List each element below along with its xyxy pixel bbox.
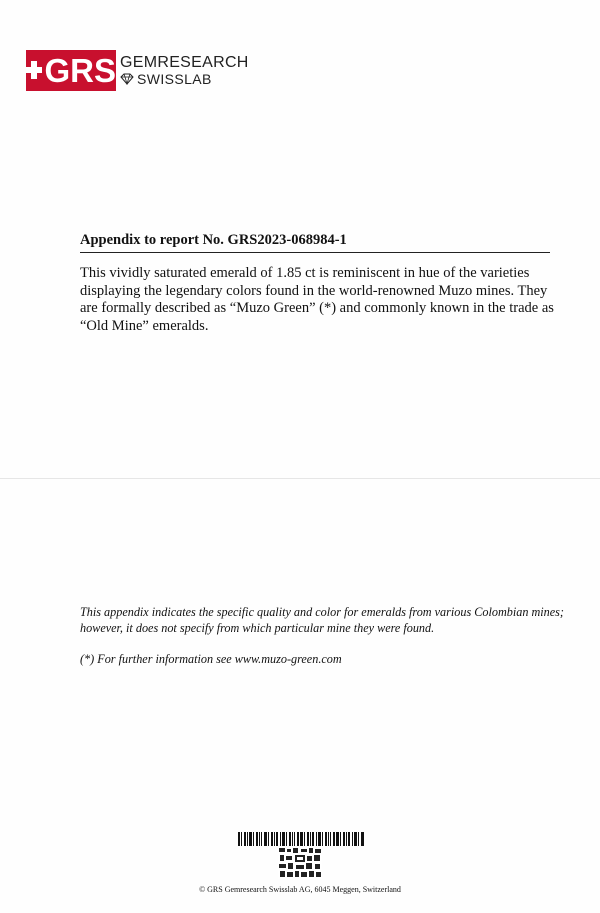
diamond-icon bbox=[120, 73, 134, 85]
swiss-cross-icon bbox=[26, 50, 44, 91]
footnote-link-text: (*) For further information see www.muzo-green.com bbox=[80, 652, 342, 666]
grs-logo-mark bbox=[26, 50, 116, 91]
fold-line bbox=[0, 478, 600, 479]
logo-line1: GEMRESEARCH bbox=[120, 53, 249, 71]
grs-logo bbox=[26, 50, 249, 91]
appendix-heading: Appendix to report No. GRS2023-068984-1 bbox=[80, 232, 550, 253]
logo-line2: SWISSLAB bbox=[137, 70, 212, 87]
appendix-body: This vividly saturated emerald of 1.85 ct is reminiscent in hue of the varieties displaying the legendary colors found in the world-renowned Muzo mines. They are formally described as “Muzo Green” (*) and commonly known in the trade as “Old Mine” emeralds. bbox=[80, 265, 554, 334]
logo-wordmark bbox=[120, 54, 249, 88]
footer-copyright: © GRS Gemresearch Swisslab AG, 6045 Meggen, Switzerland bbox=[199, 885, 401, 894]
logo-line2-wrap bbox=[120, 71, 249, 88]
disclaimer-note: This appendix indicates the specific quality and color for emeralds from various Colombian mines; however, it does not specify from which particular mine they were found. bbox=[80, 605, 564, 635]
logo-mark-text: GRS bbox=[44, 51, 116, 89]
barcode-icon bbox=[238, 832, 364, 846]
security-seal-icon bbox=[278, 847, 322, 879]
